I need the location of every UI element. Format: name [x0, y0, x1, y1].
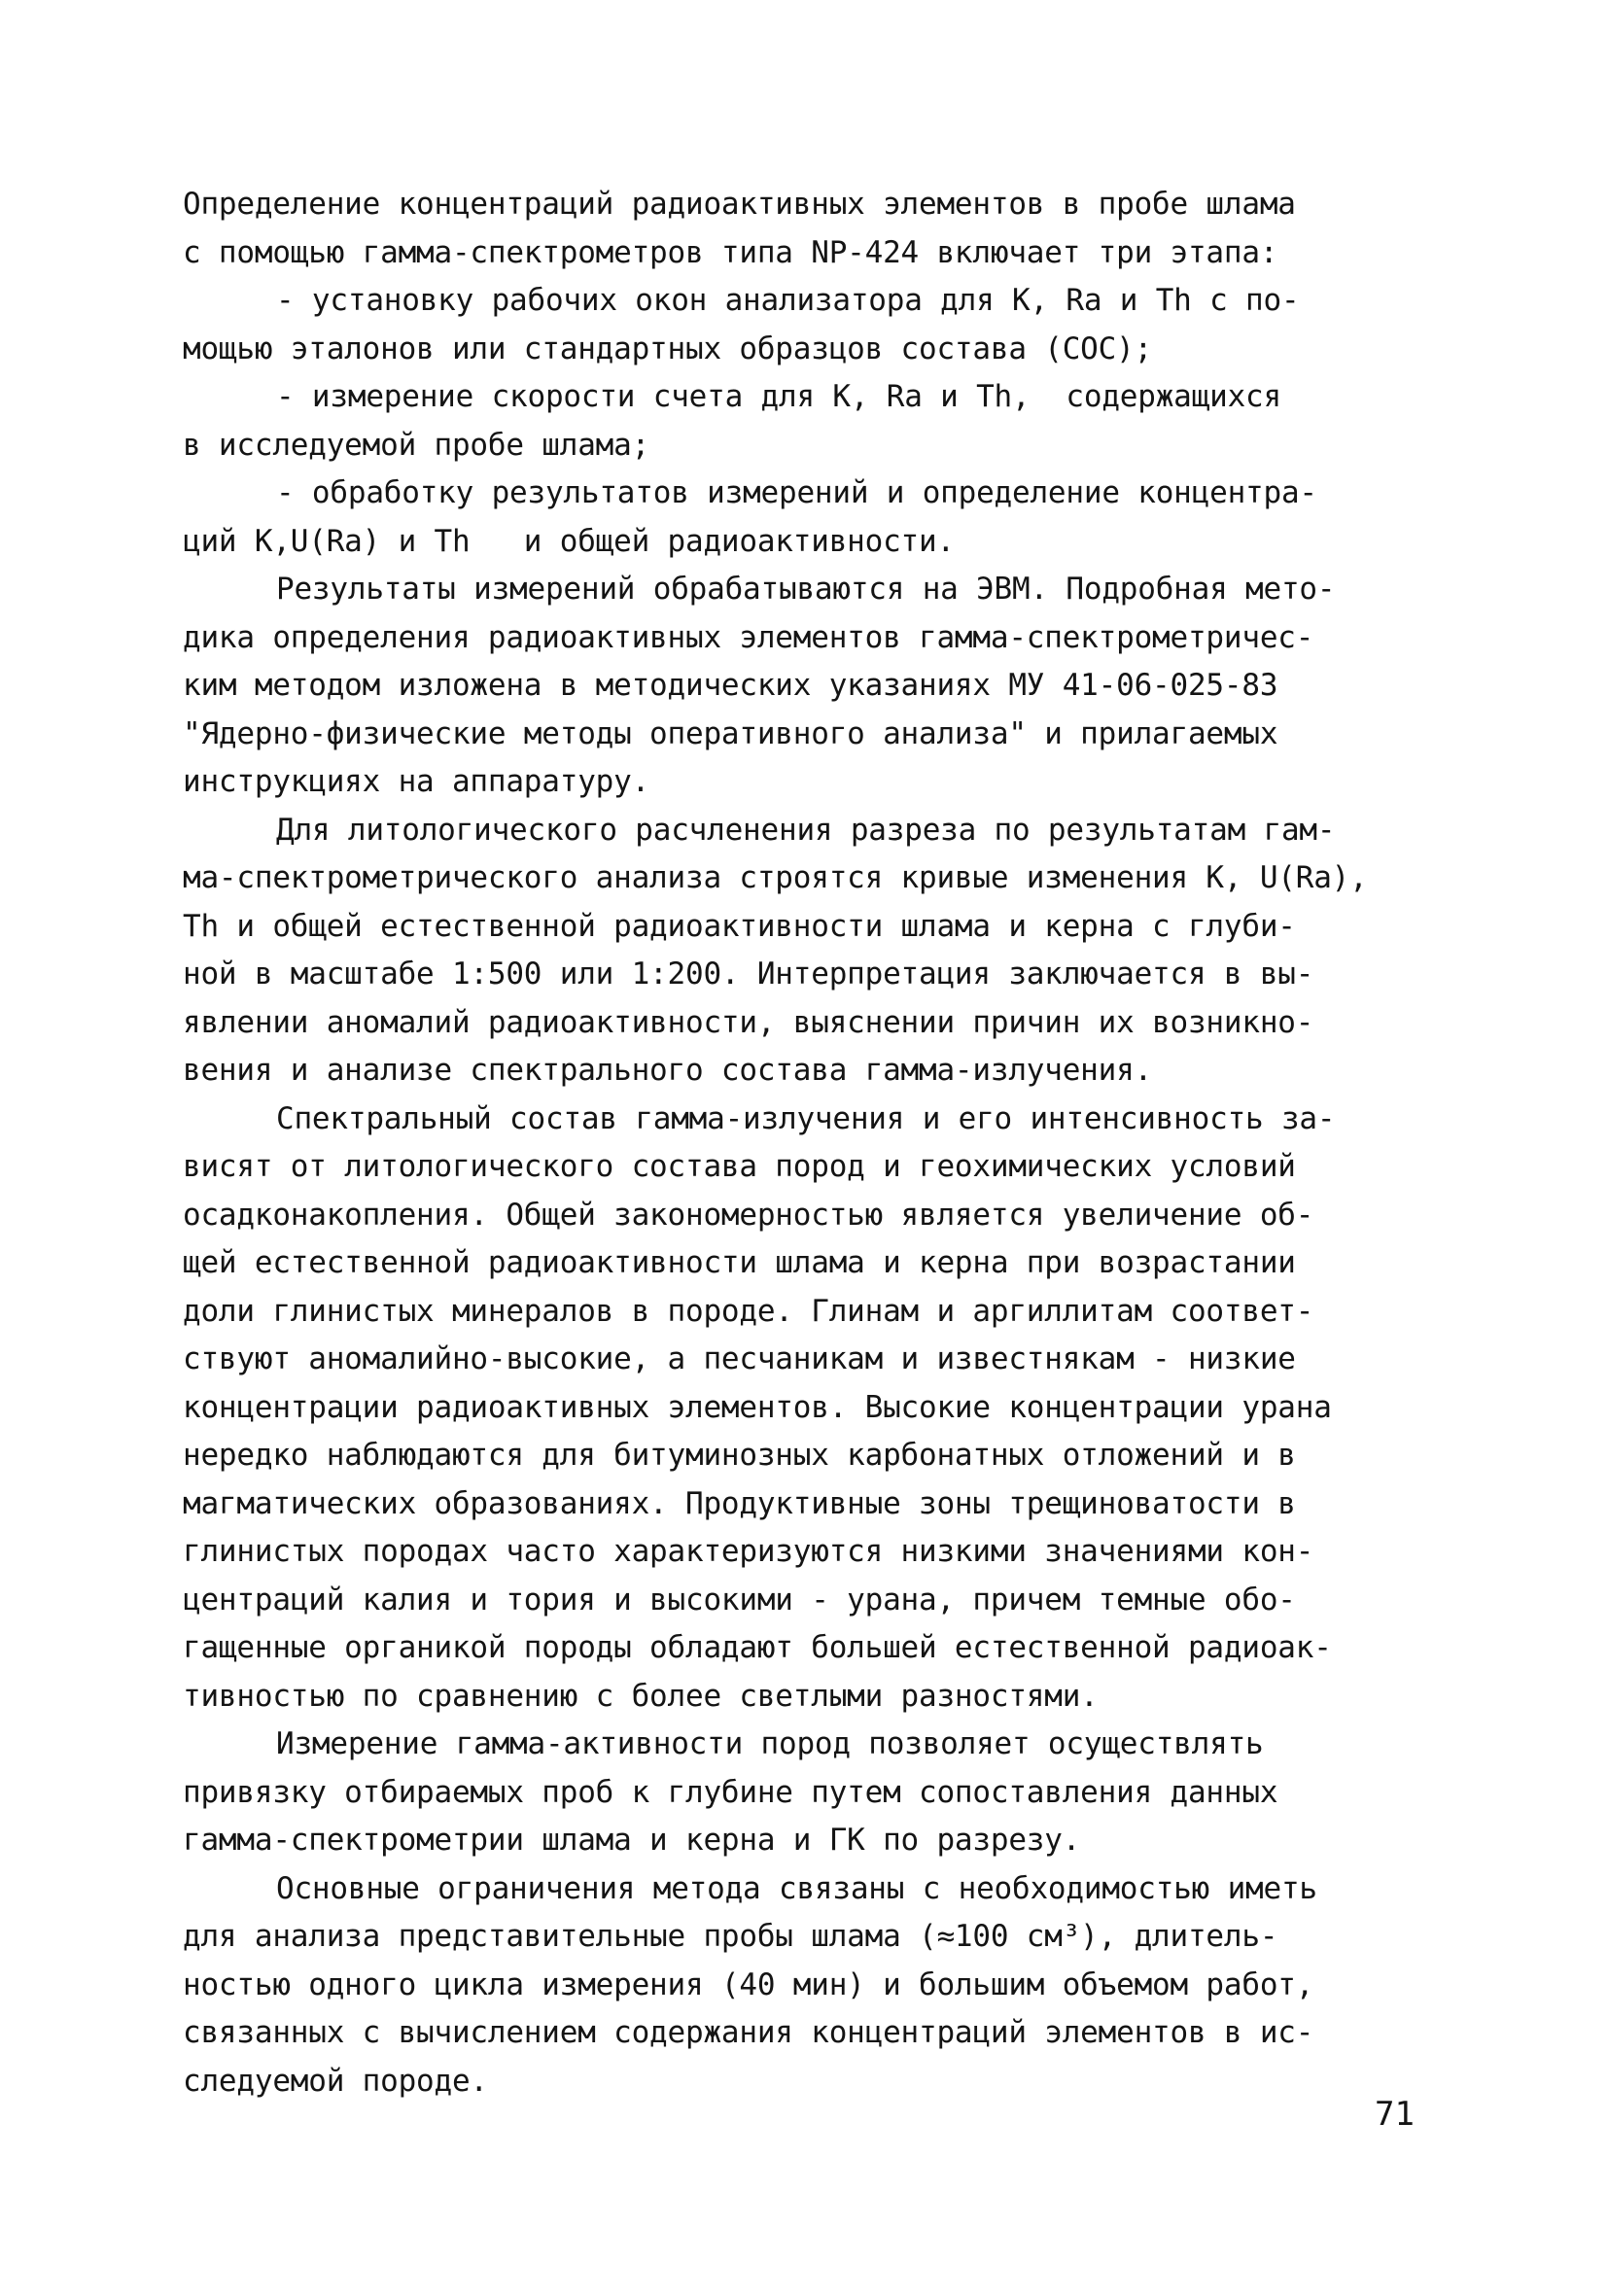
text-line: концентрации радиоактивных элементов. Высокие концентрации урана [183, 1389, 1332, 1425]
text-line: явлении аномалий радиоактивности, выяснении причин их возникно- [183, 1004, 1314, 1040]
paragraph-start: Измерение гамма-активности пород позволяет осуществлять [276, 1726, 1264, 1761]
text-line: щей естественной радиоактивности шлама и керна при возрастании [183, 1245, 1296, 1280]
text-line: центраций калия и тория и высокими - урана, причем темные обо- [183, 1582, 1296, 1618]
text-line: ствуют аномалийно-высокие, а песчаникам и известнякам - низкие [183, 1341, 1296, 1376]
text-line: магматических образованиях. Продуктивные зоны трещиноватости в [183, 1485, 1296, 1521]
text-line: мощью эталонов или стандартных образцов состава (СОС); [183, 330, 1153, 366]
text-line: ким методом изложена в методических указаниях МУ 41-06-025-83 [183, 668, 1278, 703]
text-line: доли глинистых минералов в породе. Глинам и аргиллитам соответ- [183, 1293, 1314, 1329]
text-line: с помощью гамма-спектрометров типа NP-424 включает три этапа: [183, 234, 1278, 270]
text-line: гащенные органикой породы обладают большей естественной радиоак- [183, 1630, 1332, 1665]
paragraph-start: Спектральный состав гамма-излучения и его интенсивность за- [276, 1100, 1336, 1136]
paragraph-start: Результаты измерений обрабатываются на ЭВМ. Подробная мето- [276, 572, 1336, 607]
list-item: - измерение скорости счета для K, Ra и Th, содержащихся [276, 379, 1281, 414]
list-item: - обработку результатов измерений и определение концентра- [276, 475, 1317, 510]
text-line: привязку отбираемых проб к глубине путем сопоставления данных [183, 1774, 1278, 1810]
text-line: вения и анализе спектрального состава гамма-излучения. [183, 1053, 1153, 1088]
paragraph-start: Основные ограничения метода связаны с необходимостью иметь [276, 1870, 1317, 1906]
text-line: ма-спектрометрического анализа строятся кривые изменения K, U(Ra), [183, 860, 1368, 895]
text-line: связанных с вычислением содержания концентраций элементов в ис- [183, 2015, 1314, 2050]
text-line: висят от литологического состава пород и геохимических условий [183, 1149, 1296, 1184]
text-line: тивностью по сравнению с более светлыми разностями. [183, 1678, 1099, 1714]
text-line: Определение концентраций радиоактивных элементов в пробе шлама [183, 187, 1296, 222]
text-line: нередко наблюдаются для битуминозных карбонатных отложений и в [183, 1438, 1296, 1473]
text-line: для анализа представительные пробы шлама (≈100 см³), длитель- [183, 1919, 1278, 1954]
text-line: ной в масштабе 1:500 или 1:200. Интерпретация заключается в вы- [183, 957, 1314, 991]
text-line: следуемой породе. [183, 2063, 488, 2099]
text-line: дика определения радиоактивных элементов гамма-спектрометричес- [183, 619, 1314, 655]
text-line: инструкциях на аппаратуру. [183, 764, 650, 799]
text-line: ностью одного цикла измерения (40 мин) и большим объемом работ, [183, 1966, 1314, 2002]
text-line: гамма-спектрометрии шлама и керна и ГК по разрезу. [183, 1823, 1081, 1858]
text-line: в исследуемой пробе шлама; [183, 427, 650, 463]
page-number: 71 [1375, 2095, 1415, 2134]
text-line: осадконакопления. Общей закономерностью является увеличение об- [183, 1197, 1314, 1233]
text-line: Th и общей естественной радиоактивности шлама и керна с глуби- [183, 908, 1296, 944]
text-line: "Ядерно-физические методы оперативного анализа" и прилагаемых [183, 715, 1278, 751]
text-line: ций K,U(Ra) и Th и общей радиоактивности. [183, 523, 955, 559]
paragraph-start: Для литологического расчленения разреза по результатам гам- [276, 812, 1336, 848]
list-item: - установку рабочих окон анализатора для K, Ra и Th с по- [276, 283, 1300, 318]
text-line: глинистых породах часто характеризуются низкими значениями кон- [183, 1534, 1314, 1569]
document-body [183, 181, 1447, 2105]
